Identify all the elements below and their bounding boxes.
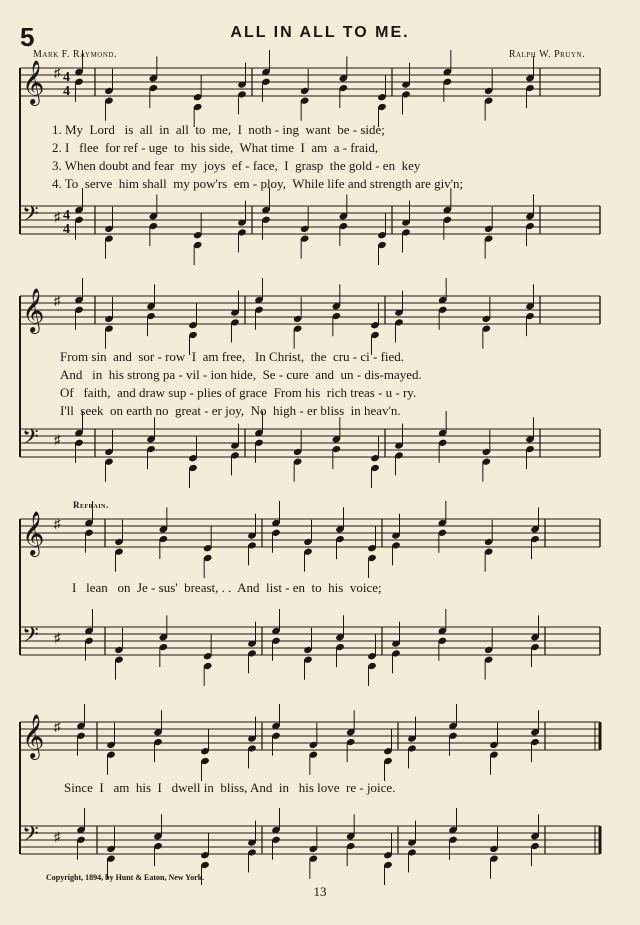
sharp-icon: ♯	[54, 65, 61, 80]
verse-4-line-1: 4. To serve him shall my pow'rs em - ploy, While life and strength are giv'n;	[52, 176, 464, 191]
verse-2-line-2: And in his strong pa - vil - ion hide, Se - cure and un - dis-mayed.	[60, 367, 422, 382]
treble-clef-icon: 𝄞	[22, 288, 45, 332]
treble-clef-icon: 𝄞	[22, 511, 45, 555]
lyricist-credit: Mark F. Raymond.	[33, 49, 117, 60]
sharp-icon: ♯	[54, 209, 61, 224]
refrain-line-1: I lean on Je - sus' breast, . . And list - en to his voice;	[72, 580, 382, 595]
time-signature-upper: 4	[63, 208, 70, 223]
time-signature-upper: 4	[63, 70, 70, 85]
verse-3-line-1: 3. When doubt and fear my joys ef - face, I grasp the gold - en key	[52, 158, 421, 173]
treble-clef-icon: 𝄞	[22, 60, 45, 104]
sharp-icon: ♯	[54, 829, 61, 844]
sharp-icon: ♯	[54, 516, 61, 531]
composer-credit: Ralph W. Pruyn.	[508, 49, 585, 60]
sharp-icon: ♯	[54, 432, 61, 447]
verse-2-line-1: 2. I flee for ref - uge to his side, What time I am a - fraid,	[52, 140, 379, 155]
treble-clef-icon: 𝄞	[22, 714, 45, 758]
sharp-icon: ♯	[54, 719, 61, 734]
time-signature-lower: 4	[63, 222, 70, 237]
sharp-icon: ♯	[54, 630, 61, 645]
time-signature-lower: 4	[63, 84, 70, 99]
refrain-label: Refrain.	[73, 500, 109, 510]
bass-clef-icon: 𝄢	[22, 822, 39, 852]
sharp-icon: ♯	[54, 293, 61, 308]
copyright-notice: Copyright, 1894, by Hunt & Eaton, New York.	[46, 873, 205, 882]
verse-1-line-2: From sin and sor - row I am free, In Christ, the cru - ci - fied.	[60, 349, 405, 364]
hymn-title: ALL IN ALL TO ME.	[230, 24, 410, 41]
hymn-number: 5	[20, 22, 35, 52]
refrain-line-2: Since I am his I dwell in bliss, And in his love re - joice.	[64, 780, 396, 795]
bass-clef-icon: 𝄢	[22, 202, 39, 232]
page-number: 13	[313, 884, 327, 899]
verse-3-line-2: Of faith, and draw sup - plies of grace From his rich treas - u - ry.	[60, 385, 417, 400]
verse-4-line-2: I'll seek on earth no great - er joy, No high - er bliss in heav'n.	[60, 403, 401, 418]
verse-1-line-1: 1. My Lord is all in all to me, I noth - ing want be - side;	[52, 122, 385, 137]
bass-clef-icon: 𝄢	[22, 623, 39, 653]
bass-clef-icon: 𝄢	[22, 425, 39, 455]
